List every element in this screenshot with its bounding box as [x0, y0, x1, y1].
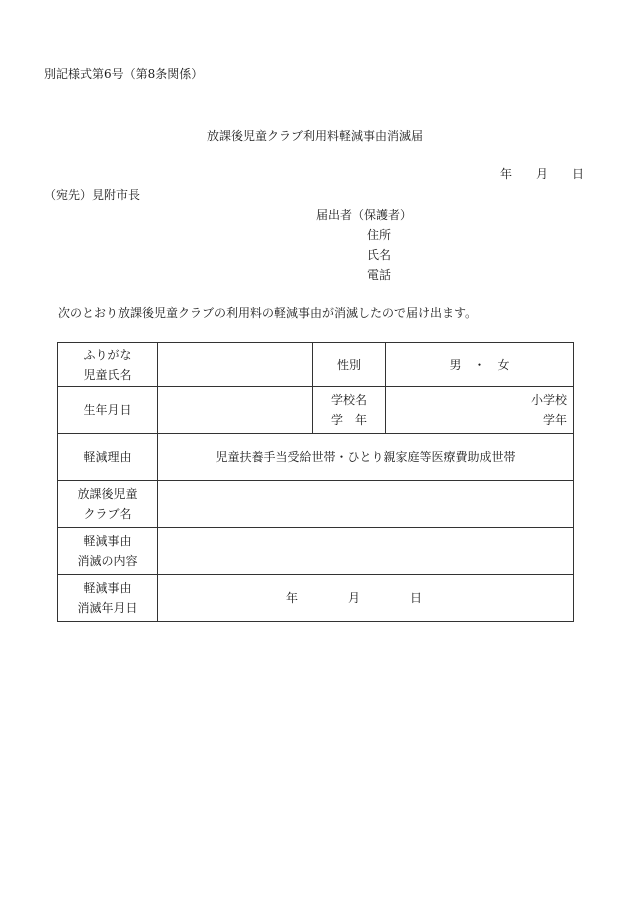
club-name-field[interactable]: [158, 481, 574, 528]
notification-form-table: [57, 342, 574, 622]
form-number-label: 別記様式第6号（第8条関係）: [44, 67, 204, 81]
termination-date-label: [58, 575, 158, 622]
termination-date-month: 月: [348, 591, 361, 605]
club-label-line2: クラブ名: [83, 507, 132, 521]
table-row: [58, 387, 574, 434]
addressee: （宛先）見附市長: [44, 188, 141, 202]
date-year: 年: [500, 167, 513, 181]
club-label-line1: 放課後児童: [77, 487, 138, 501]
content-label-line2: 消滅の内容: [77, 554, 138, 568]
table-row: [58, 528, 574, 575]
date-month: 月: [536, 167, 549, 181]
termination-date-field[interactable]: [158, 575, 574, 622]
applicant-phone-label: 電話: [367, 268, 392, 282]
date-day: 日: [572, 167, 585, 181]
birthdate-label: 生年月日: [58, 387, 158, 434]
birthdate-field[interactable]: [158, 387, 313, 434]
termination-date-day: 日: [410, 591, 423, 605]
gender-label: 性別: [313, 343, 386, 387]
termination-date-year: 年: [286, 591, 299, 605]
content-label-line1: 軽減事由: [83, 534, 132, 548]
table-row: [58, 434, 574, 481]
applicant-name-label: 氏名: [367, 248, 392, 262]
grade-suffix: 学年: [542, 413, 567, 427]
elementary-school-suffix: 小学校: [530, 393, 567, 407]
school-grade-label: [313, 387, 386, 434]
reduction-reason-field[interactable]: 児童扶養手当受給世帯・ひとり親家庭等医療費助成世帯: [158, 434, 574, 481]
applicant-address-label: 住所: [367, 228, 392, 242]
termination-content-label: [58, 528, 158, 575]
child-name-field[interactable]: [158, 343, 313, 387]
applicant-label: 届出者（保護者）: [316, 208, 413, 222]
submission-date: [500, 166, 584, 182]
document-title: 放課後児童クラブ利用料軽減事由消滅届: [206, 129, 423, 143]
gender-field[interactable]: 男 ・ 女: [386, 343, 574, 387]
intro-statement: 次のとおり放課後児童クラブの利用料の軽減事由が消滅したので届け出ます。: [58, 306, 478, 320]
reduction-reason-label: 軽減理由: [58, 434, 158, 481]
child-name-text: 児童氏名: [83, 367, 132, 382]
grade-label: 学 年: [330, 413, 367, 427]
club-name-label: [58, 481, 158, 528]
date-label-line1: 軽減事由: [83, 581, 132, 595]
school-name-label: 学校名: [330, 393, 367, 407]
child-name-label: [58, 343, 158, 387]
table-row: [58, 575, 574, 622]
table-row: [58, 343, 574, 387]
table-row: [58, 481, 574, 528]
termination-content-field[interactable]: [158, 528, 574, 575]
school-grade-field[interactable]: [386, 387, 574, 434]
furigana-label: ふりがな: [83, 347, 132, 362]
date-label-line2: 消滅年月日: [77, 601, 138, 615]
